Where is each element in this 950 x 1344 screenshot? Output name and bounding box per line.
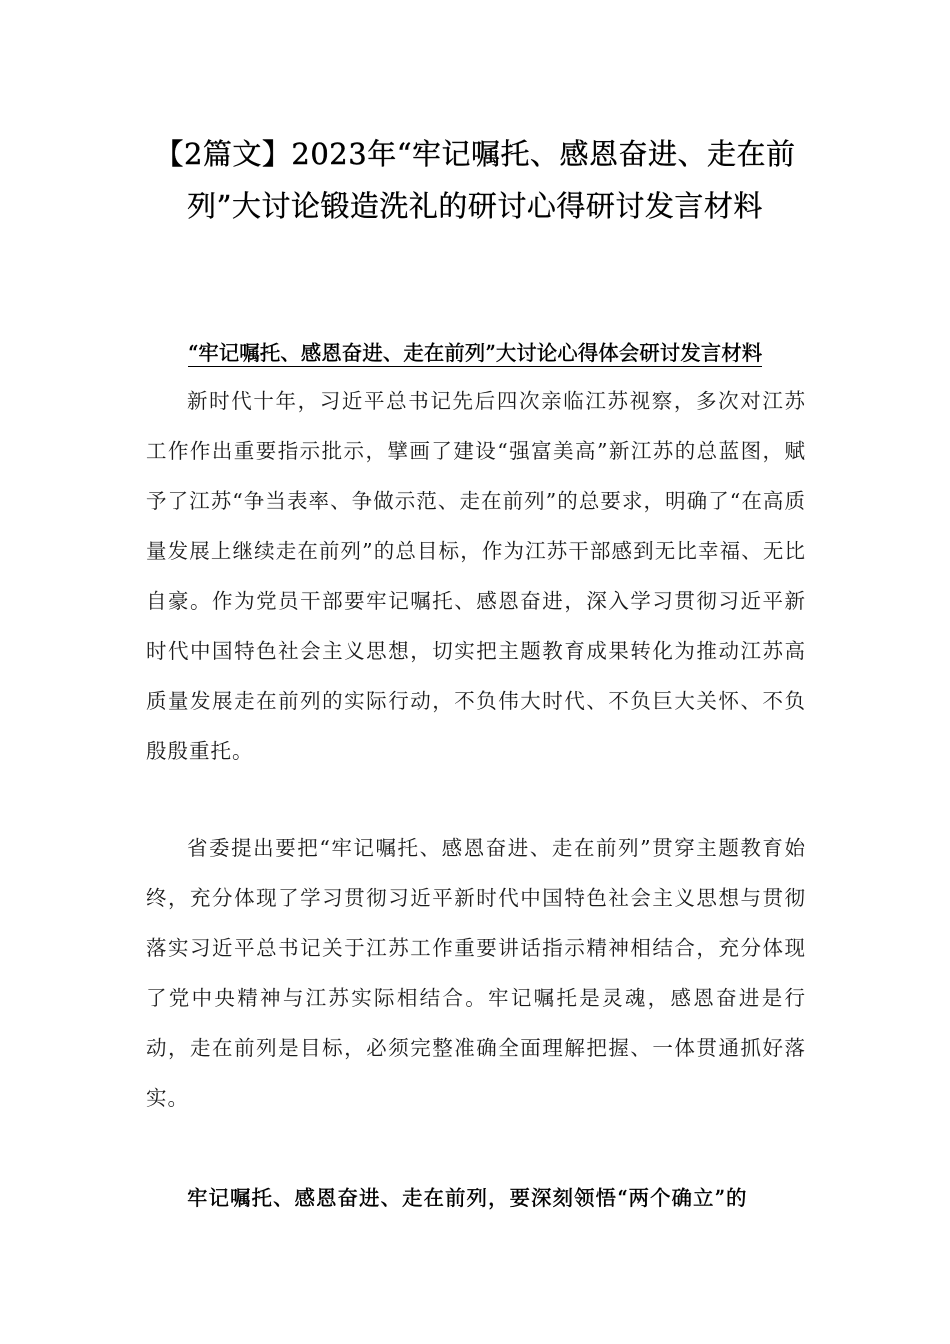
paragraph-3: 牢记嘱托、感恩奋进、走在前列，要深刻领悟“两个确立”的 [187,1186,748,1210]
paragraph-2: 省委提出要把“牢记嘱托、感恩奋进、走在前列”贯穿主题教育始终，充分体现了学习贯彻习近平新时代中国特色社会主义思想与贯彻落实习近平总书记关于江苏工作重要讲话指示精神相结合，充分体现了党中央精神与江苏实际相结合。牢记嘱托是灵魂，感恩奋进是行动，走在前列是目标，必须完整准确全面理解把握、一体贯通抓好落实。 [146,836,806,1110]
section-heading [130,338,820,368]
document-title: 【2篇文】2023年“牢记嘱托、感恩奋进、走在前列”大讨论锻造洗礼的研讨心得研讨发言材料 [154,137,796,223]
section-heading-text: “牢记嘱托、感恩奋进、走在前列”大讨论心得体会研讨发言材料 [187,341,763,365]
paragraph-1: 新时代十年，习近平总书记先后四次亲临江苏视察，多次对江苏工作作出重要指示批示，擘画了建设“强富美高”新江苏的总蓝图，赋予了江苏“争当表率、争做示范、走在前列”的总要求，明确了“在高质量发展上继续走在前列”的总目标，作为江苏干部感到无比幸福、无比自豪。作为党员干部要牢记嘱托、感恩奋进，深入学习贯彻习近平新时代中国特色社会主义思想，切实把主题教育成果转化为推动江苏高质量发展走在前列的实际行动，不负伟大时代、不负巨大关怀、不负殷殷重托。 [146,389,806,763]
